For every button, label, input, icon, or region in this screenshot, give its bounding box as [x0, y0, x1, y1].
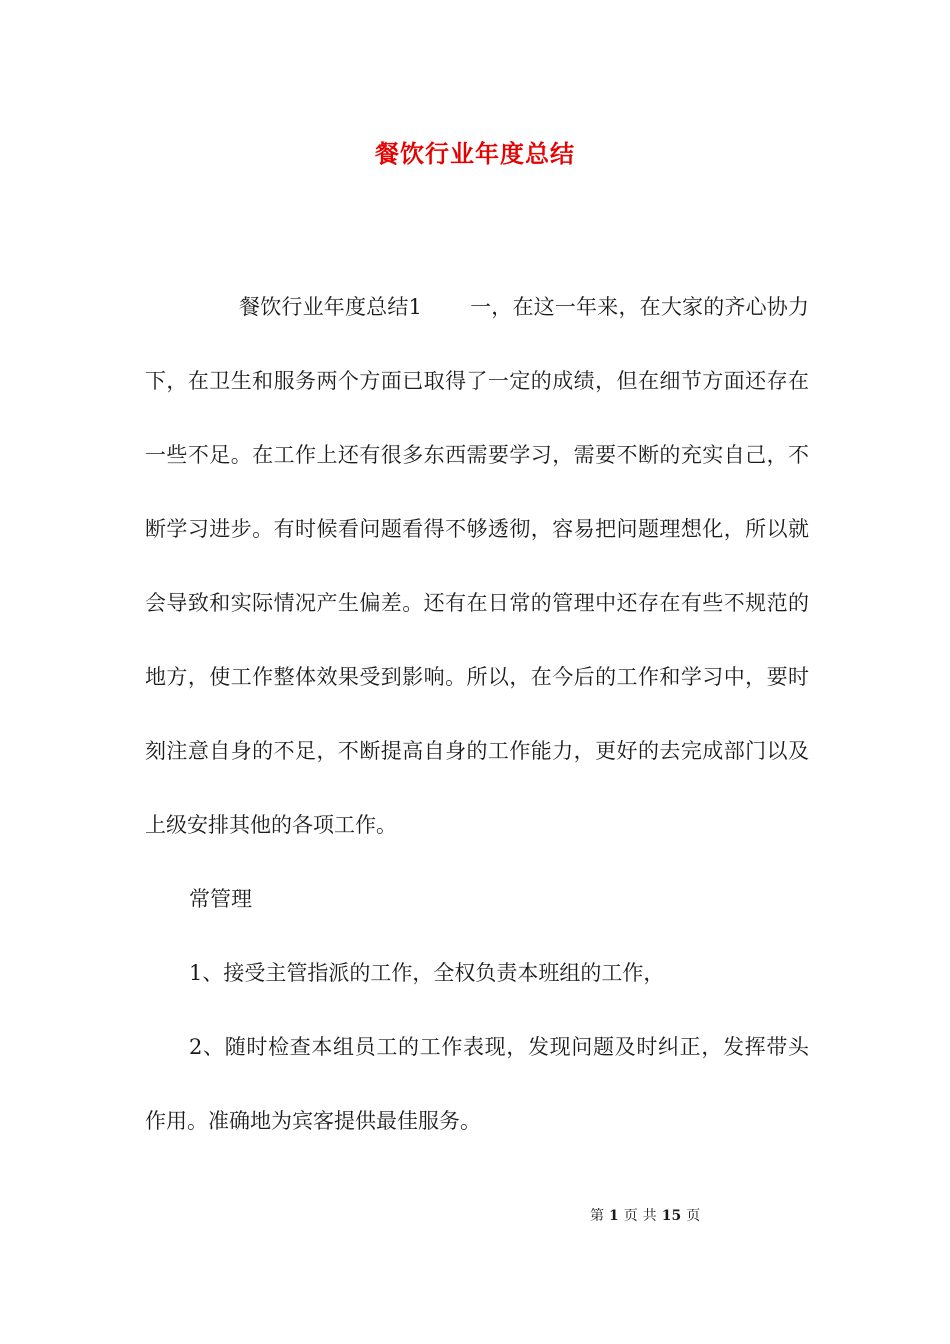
page-title: 餐饮行业年度总结	[375, 139, 575, 168]
paragraph-intro	[145, 270, 809, 862]
document-body	[145, 270, 809, 1158]
footer-page-label: 页	[623, 1208, 638, 1224]
paragraph-item-2: 2、随时检查本组员工的工作表现，发现问题及时纠正，发挥带头作用。准确地为宾客提供最佳服务。	[145, 1035, 809, 1133]
footer-suffix: 页	[686, 1208, 701, 1224]
footer-prefix: 第	[590, 1208, 604, 1224]
paragraph-item-1: 1、接受主管指派的工作，全权负责本班组的工作，	[189, 961, 665, 985]
paragraph-daily-management: 常管理	[189, 887, 252, 911]
current-page-number: 1	[609, 1208, 619, 1224]
page-footer	[590, 1206, 705, 1226]
paragraph-text: 一，在这一年来，在大家的齐心协力下，在卫生和服务两个方面已取得了一定的成绩，但在细节方面还存在一些不足。在工作上还有很多东西需要学习，需要不断的充实自己，不断学习进步。有时候看问题看得不够透彻，容易把问题理想化，所以就会导致和实际情况产生偏差。还有在日常的管理中还存在有些不规范的地方，使工作整体效果受到影响。所以，在今后的工作和学习中，要时刻注意自身的不足，不断提高自身的工作能力，更好的去完成部门以及上级安排其他的各项工作。	[145, 295, 809, 837]
total-pages-number: 15	[661, 1208, 682, 1224]
intro-heading: 餐饮行业年度总结1	[239, 295, 422, 319]
footer-total-prefix: 共	[642, 1208, 657, 1224]
